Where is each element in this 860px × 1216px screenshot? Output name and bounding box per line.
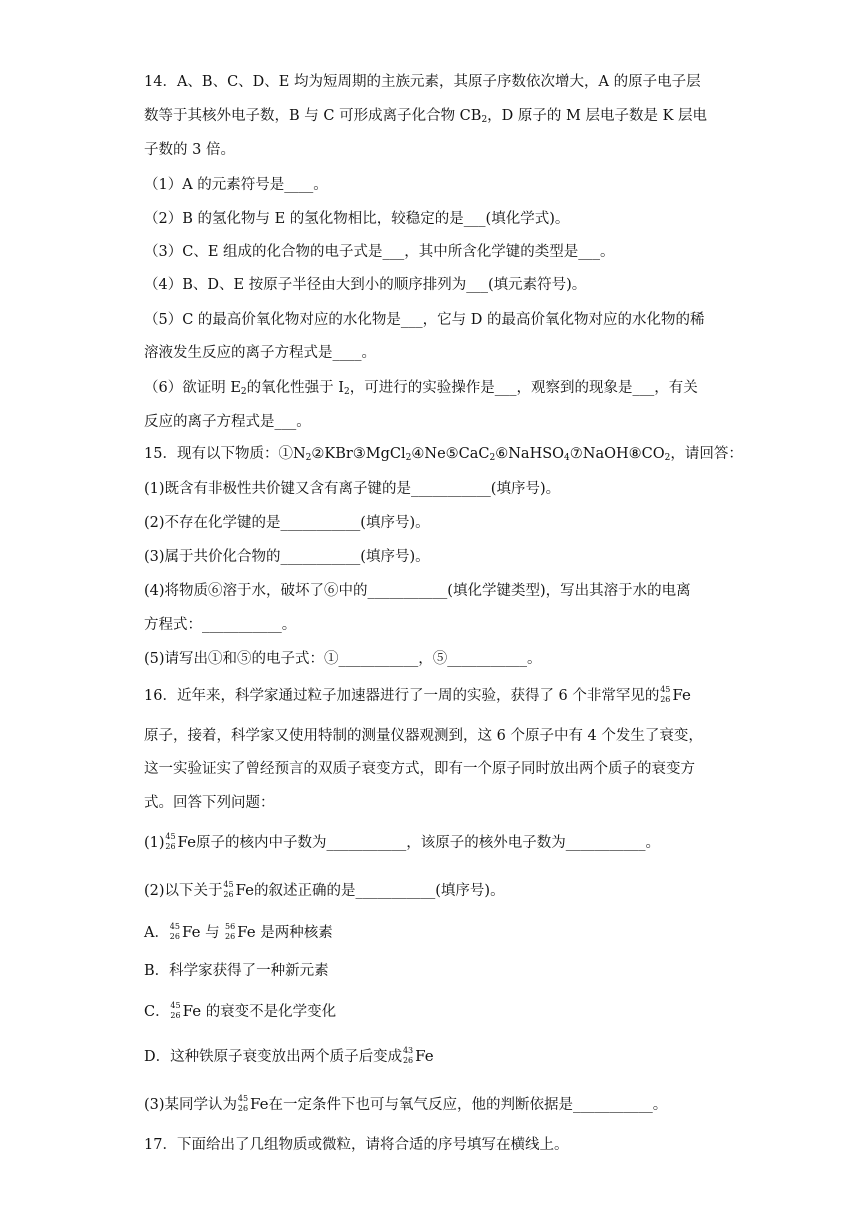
- nuclide-fe56: 56 26: [224, 922, 236, 941]
- q16-part-2: (2)以下关于 45 26 Fe的叙述正确的是___________(填序号)。: [144, 880, 505, 899]
- q16-option-d: D．这种铁原子衰变放出两个质子后变成 43 26 Fe: [144, 1046, 434, 1065]
- q14-part-5b: 溶液发生反应的离子方程式是____。: [144, 345, 376, 361]
- q15-part-2: (2)不存在化学键的是___________(填序号)。: [144, 515, 430, 531]
- q14-line-3: 子数的 3 倍。: [144, 142, 235, 158]
- q16-line-1: 16．近年来，科学家通过粒子加速器进行了一周的实验，获得了 6 个非常罕见的 45 26 Fe: [144, 685, 691, 704]
- nuclide-fe45: 45 26: [660, 685, 671, 704]
- q16-option-b: B．科学家获得了一种新元素: [144, 963, 329, 979]
- q16-line-4: 式。回答下列问题：: [144, 795, 275, 811]
- q17-line-1: 17．下面给出了几组物质或微粒，请将合适的序号填写在横线上。: [144, 1137, 569, 1153]
- q16-line-3: 这一实验证实了曾经预言的双质子衰变方式，即有一个原子同时放出两个质子的衰变方: [144, 761, 695, 777]
- q15-part-5: (5)请写出①和⑤的电子式：①___________，⑤___________。: [144, 651, 542, 667]
- nuclide-fe45: 45 26: [169, 922, 180, 941]
- nuclide-fe45: 45 26: [223, 880, 234, 899]
- q16-option-c: C． 45 26 Fe 的衰变不是化学变化: [144, 1001, 337, 1020]
- q14-part-1: （1）A 的元素符号是____。: [144, 177, 328, 193]
- q15-part-3: (3)属于共价化合物的___________(填序号)。: [144, 549, 430, 565]
- q14-part-6b: 反应的离子方程式是___。: [144, 414, 311, 430]
- q14-part-6a: （6）欲证明 $E_2$的氧化性强于 $I_2$，可进行的实验操作是___，观察到的现象是___，有关: [144, 380, 698, 397]
- q16-part-1: (1) 45 26 Fe原子的核内中子数为___________，该原子的核外电子数为___________。: [144, 832, 661, 851]
- nuclide-fe45: 45 26: [237, 1094, 249, 1113]
- q14-line-1: 14．A、B、C、D、E 均为短周期的主族元素，其原子序数依次增大，A 的原子电子层: [144, 74, 701, 90]
- q14-part-4: （4）B、D、E 按原子半径由大到小的顺序排列为___(填元素符号)。: [144, 277, 587, 293]
- q14-line-2: 数等于其核外电子数，B 与 C 可形成离子化合物 $CB_2$，D 原子的 M 层电子数是 K 层电: [144, 108, 708, 125]
- q15-part-1: (1)既含有非极性共价键又含有离子键的是___________(填序号)。: [144, 481, 561, 497]
- nuclide-fe45: 45 26: [170, 1001, 181, 1020]
- q14-part-2: （2）B 的氢化物与 E 的氢化物相比，较稳定的是___(填化学式)。: [144, 211, 570, 227]
- nuclide-fe45: 45 26: [165, 832, 176, 851]
- nuclide-fe43: 43 26: [402, 1046, 414, 1065]
- q14-part-3: （3）C、E 组成的化合物的电子式是___，其中所含化学键的类型是___。: [144, 244, 615, 260]
- q14-part-5a: （5）C 的最高价氧化物对应的水化物是___，它与 D 的最高价氧化物对应的水化物的稀: [144, 312, 705, 328]
- q15-stem: 15．现有以下物质：$①N_2②KBr③MgCl_2④Ne⑤CaC_2⑥NaHSO_4⑦NaOH⑧CO_2$，请回答：: [144, 446, 743, 463]
- q16-part-3: (3)某同学认为 45 26 Fe在一定条件下也可与氧气反应，他的判断依据是___________。: [144, 1094, 668, 1113]
- q16-line-2: 原子，接着，科学家又使用特制的测量仪器观测到，这 6 个原子中有 4 个发生了衰变，: [144, 728, 703, 744]
- q15-part-4b: 方程式：___________。: [144, 617, 297, 633]
- q16-option-a: A． 45 26 Fe 与 56 26 Fe 是两种核素: [144, 922, 333, 941]
- q15-part-4a: (4)将物质⑥溶于水，破坏了⑥中的___________(填化学键类型)，写出其溶于水的电离: [144, 583, 691, 599]
